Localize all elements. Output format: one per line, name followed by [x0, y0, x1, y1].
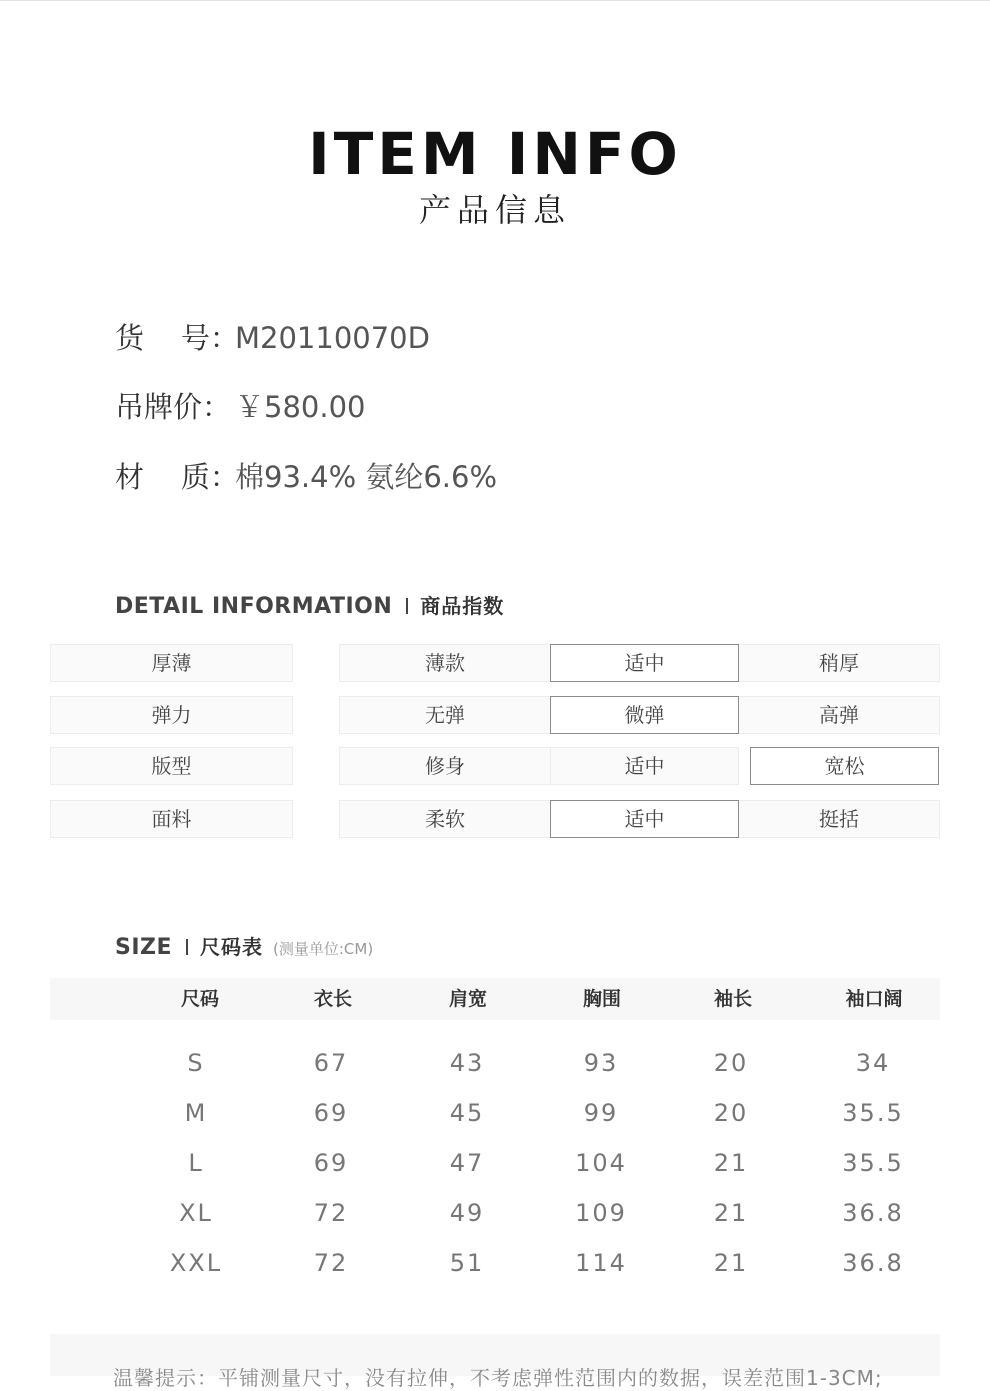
size-column-header: 衣长	[313, 988, 353, 1010]
detail-option: 柔软	[339, 800, 551, 838]
size-column-header: 袖长	[713, 988, 753, 1010]
material-label: 材 质：	[115, 460, 239, 494]
size-value-cell: 109	[575, 1199, 627, 1227]
top-divider	[0, 0, 990, 1]
size-label-cell: XL	[179, 1199, 213, 1227]
size-value-cell: 43	[449, 1049, 485, 1077]
size-column-header: 尺码	[180, 988, 220, 1010]
size-value-cell: 20	[713, 1099, 749, 1127]
size-value-cell: 67	[313, 1049, 349, 1077]
detail-heading-cn: 商品指数	[420, 594, 505, 618]
size-heading-en: SIZE	[115, 935, 173, 960]
size-value-cell: 72	[313, 1249, 349, 1277]
detail-option: 稍厚	[738, 644, 940, 682]
size-value-cell: 36.8	[842, 1199, 904, 1227]
size-column-header: 肩宽	[448, 988, 488, 1010]
detail-attribute-name: 厚薄	[50, 644, 293, 682]
heading-separator	[186, 939, 188, 955]
size-value-cell: 47	[449, 1149, 485, 1177]
detail-option-selected: 适中	[550, 644, 739, 682]
price-value: ￥580.00	[235, 390, 366, 424]
size-label-cell: M	[184, 1099, 208, 1127]
detail-attribute-name: 弹力	[50, 696, 293, 734]
size-value-cell: 35.5	[842, 1149, 904, 1177]
tip-text: 温馨提示：平铺测量尺寸，没有拉伸，不考虑弹性范围内的数据，误差范围1-3CM;	[113, 1366, 883, 1390]
size-label-cell: L	[188, 1149, 204, 1177]
size-value-cell: 69	[313, 1099, 349, 1127]
size-value-cell: 35.5	[842, 1099, 904, 1127]
size-label-cell: XXL	[169, 1249, 223, 1277]
size-value-cell: 99	[583, 1099, 619, 1127]
price-row	[115, 389, 365, 425]
size-value-cell: 93	[583, 1049, 619, 1077]
detail-section-heading	[115, 592, 504, 622]
size-value-cell: 36.8	[842, 1249, 904, 1277]
detail-attribute-name: 版型	[50, 747, 293, 785]
size-value-cell: 72	[313, 1199, 349, 1227]
size-label-cell: S	[187, 1049, 205, 1077]
detail-option: 无弹	[339, 696, 551, 734]
detail-attribute-name: 面料	[50, 800, 293, 838]
price-label: 吊牌价：	[115, 390, 232, 424]
detail-option: 高弹	[738, 696, 940, 734]
detail-option: 适中	[550, 747, 739, 785]
size-value-cell: 49	[449, 1199, 485, 1227]
size-value-cell: 45	[449, 1099, 485, 1127]
detail-option: 修身	[339, 747, 551, 785]
size-value-cell: 114	[575, 1249, 627, 1277]
size-column-header: 胸围	[582, 988, 622, 1010]
detail-option-selected: 微弹	[550, 696, 739, 734]
size-value-cell: 104	[575, 1149, 627, 1177]
size-value-cell: 34	[855, 1049, 891, 1077]
sku-row	[115, 320, 430, 356]
material-value: 棉93.4% 氨纶6.6%	[235, 460, 498, 494]
size-column-header: 袖口阔	[845, 988, 903, 1010]
material-row	[115, 459, 497, 495]
unit-note: (测量单位:CM)	[273, 940, 374, 958]
sku-label: 货 号：	[115, 321, 239, 355]
tip-box	[50, 1334, 940, 1390]
heading-separator	[406, 598, 408, 614]
size-value-cell: 21	[713, 1249, 749, 1277]
detail-heading-en: DETAIL INFORMATION	[115, 594, 393, 619]
detail-option: 薄款	[339, 644, 551, 682]
size-value-cell: 21	[713, 1199, 749, 1227]
detail-option: 挺括	[738, 800, 940, 838]
sku-value: M20110070D	[235, 321, 430, 355]
detail-option-selected: 宽松	[750, 747, 939, 785]
size-value-cell: 20	[713, 1049, 749, 1077]
size-heading-cn: 尺码表	[200, 935, 264, 959]
size-value-cell: 69	[313, 1149, 349, 1177]
size-value-cell: 51	[449, 1249, 485, 1277]
size-value-cell: 21	[713, 1149, 749, 1177]
page-title: ITEM INFO	[308, 120, 682, 188]
size-section-heading	[115, 933, 373, 963]
page-subtitle: 产品信息	[418, 191, 571, 229]
detail-option-selected: 适中	[550, 800, 739, 838]
